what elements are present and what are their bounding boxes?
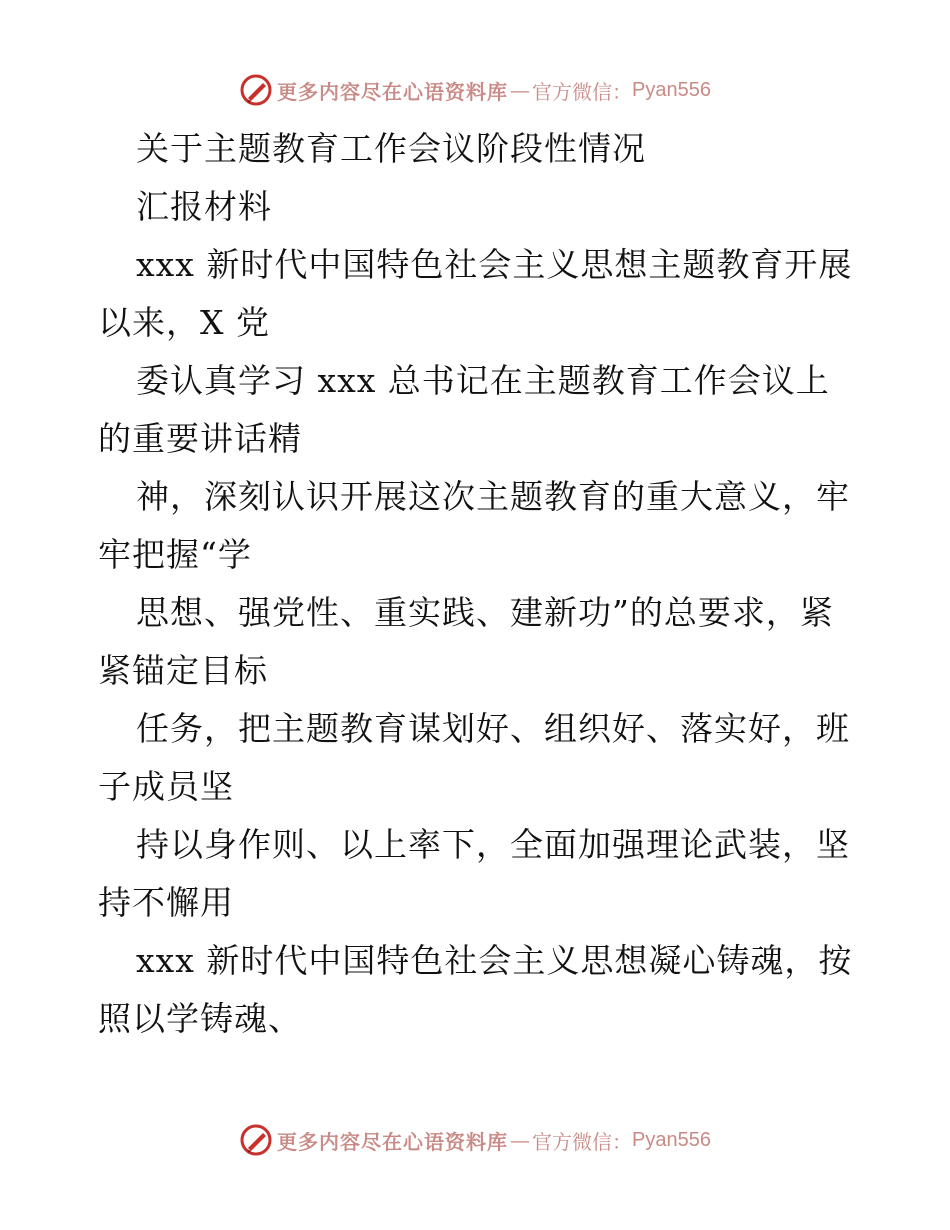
- banner-brand-text: 更多内容尽在心语资料库: [277, 1129, 509, 1154]
- footer-watermark-banner: [0, 1120, 950, 1160]
- paragraph-line: 紧锚定目标: [98, 651, 268, 690]
- header-watermark-banner: [0, 70, 950, 110]
- banner-separator: —: [510, 78, 531, 102]
- paragraph-line: 子成员坚: [98, 767, 234, 806]
- paragraph-line: 任务，把主题教育谋划好、组织好、落实好，班: [136, 709, 850, 748]
- banner-brand-text: 更多内容尽在心语资料库: [277, 79, 509, 104]
- paragraph-line: xxx 新时代中国特色社会主义思想凝心铸魂，按: [136, 941, 853, 980]
- banner-wechat-label: 官方微信：: [532, 79, 633, 104]
- paragraph-line: 照以学铸魂、: [98, 999, 302, 1038]
- document-title-line-1: 关于主题教育工作会议阶段性情况: [136, 129, 646, 168]
- paragraph-line: 思想、强党性、重实践、建新功”的总要求，紧: [136, 593, 834, 632]
- pen-logo-icon: [239, 1123, 273, 1157]
- banner-separator: —: [510, 1128, 531, 1152]
- banner-wechat-id: Pyan556: [632, 78, 711, 101]
- paragraph-line: 持以身作则、以上率下，全面加强理论武装，坚: [136, 825, 850, 864]
- paragraph-line: 牢把握“学: [98, 535, 252, 574]
- paragraph-line: 神，深刻认识开展这次主题教育的重大意义，牢: [136, 477, 850, 516]
- pen-logo-icon: [239, 73, 273, 107]
- paragraph-line: 的重要讲话精: [98, 419, 302, 458]
- banner-wechat-id: Pyan556: [632, 1128, 711, 1151]
- banner-wechat-label: 官方微信：: [532, 1129, 633, 1154]
- paragraph-line: 以来，X 党: [98, 303, 270, 342]
- paragraph-line: 持不懈用: [98, 883, 234, 922]
- paragraph-line: 委认真学习 xxx 总书记在主题教育工作会议上: [136, 361, 830, 400]
- paragraph-line: xxx 新时代中国特色社会主义思想主题教育开展: [136, 245, 853, 284]
- document-body: [98, 120, 858, 1048]
- document-title-line-2: 汇报材料: [136, 187, 272, 226]
